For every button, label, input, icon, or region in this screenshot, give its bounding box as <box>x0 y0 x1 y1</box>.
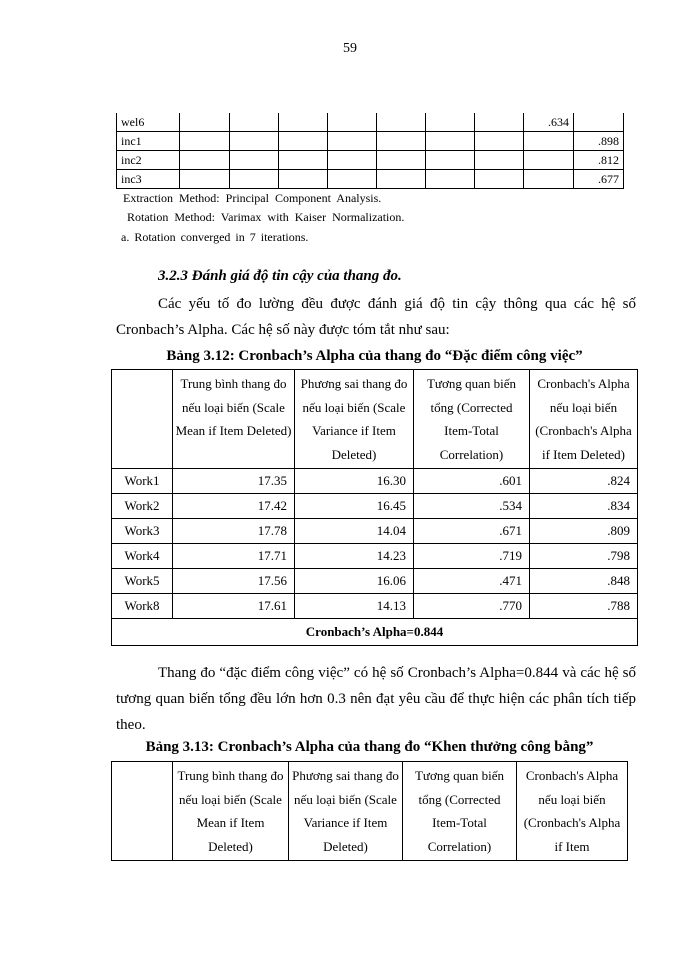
loading-cell <box>327 170 376 189</box>
item-total-correlation-value: .719 <box>414 544 530 569</box>
scale-variance-value: 16.06 <box>295 569 414 594</box>
table-3-13 <box>111 761 628 861</box>
item-name: Work3 <box>112 519 173 544</box>
loading-cell <box>425 113 474 132</box>
row-label: inc1 <box>117 132 180 151</box>
loading-cell <box>523 132 573 151</box>
scale-mean-value: 17.56 <box>173 569 295 594</box>
item-name: Work4 <box>112 544 173 569</box>
empty-header-cell <box>112 370 173 469</box>
iterations-note: a. Rotation converged in 7 iterations. <box>121 230 309 244</box>
alpha-if-deleted-value: .824 <box>530 469 638 494</box>
loading-cell <box>523 151 573 170</box>
loading-cell <box>180 151 229 170</box>
alpha-if-deleted-value: .798 <box>530 544 638 569</box>
scale-variance-value: 16.30 <box>295 469 414 494</box>
loading-cell <box>229 170 278 189</box>
loading-cell <box>474 132 523 151</box>
header-item-total-correlation: Tương quan biến tổng (Corrected Item-Total Correlation) <box>414 370 530 469</box>
header-alpha-if-deleted: Cronbach's Alpha nếu loại biến (Cronbach's Alpha if Item Deleted) <box>530 370 638 469</box>
loading-cell <box>327 151 376 170</box>
section-heading: 3.2.3 Đánh giá độ tin cậy của thang đo. <box>158 268 402 284</box>
item-name: Work2 <box>112 494 173 519</box>
header-scale-variance: Phương sai thang đo nếu loại biến (Scale Variance if Item Deleted) <box>295 370 414 469</box>
table-row <box>117 132 624 151</box>
header-scale-variance: Phương sai thang đo nếu loại biến (Scale Variance if Item Deleted) <box>289 762 403 861</box>
table-row <box>112 494 638 519</box>
table-3-12-caption: Bảng 3.12: Cronbach’s Alpha của thang đo “Đặc điểm công việc” <box>166 348 583 364</box>
intro-paragraph: Các yếu tố đo lường đều được đánh giá độ tin cậy thông qua các hệ số Cronbach’s Alpha. Các hệ số này được tóm tắt như sau: <box>116 296 636 338</box>
header-scale-mean: Trung bình thang đo nếu loại biến (Scale Mean if Item Deleted) <box>173 762 289 861</box>
extraction-note: Extraction Method: Principal Component Analysis. <box>123 191 382 205</box>
scale-variance-value: 14.13 <box>295 594 414 619</box>
item-name: Work5 <box>112 569 173 594</box>
loading-cell <box>180 170 229 189</box>
loading-cell <box>327 113 376 132</box>
table-row <box>112 519 638 544</box>
table-row <box>112 469 638 494</box>
loading-cell <box>229 151 278 170</box>
table-3-12 <box>111 369 638 646</box>
table-row <box>112 594 638 619</box>
header-alpha-if-deleted: Cronbach's Alpha nếu loại biến (Cronbach's Alpha if Item <box>517 762 628 861</box>
scale-mean-value: 17.35 <box>173 469 295 494</box>
loading-cell <box>376 170 425 189</box>
loading-cell <box>229 132 278 151</box>
scale-mean-value: 17.61 <box>173 594 295 619</box>
conclusion-paragraph: Thang đo “đặc điểm công việc” có hệ số Cronbach’s Alpha=0.844 và các hệ số tương quan biến tổng đều lớn hơn 0.3 nên đạt yêu cầu để thực hiện các phân tích tiếp theo. <box>116 665 636 733</box>
item-total-correlation-value: .534 <box>414 494 530 519</box>
loading-cell <box>523 170 573 189</box>
item-name: Work1 <box>112 469 173 494</box>
alpha-if-deleted-value: .788 <box>530 594 638 619</box>
loading-cell: .812 <box>573 151 623 170</box>
page-number: 59 <box>343 41 357 56</box>
loading-cell: .898 <box>573 132 623 151</box>
cronbach-alpha-total: Cronbach’s Alpha=0.844 <box>112 619 638 646</box>
table-row <box>117 170 624 189</box>
table-row <box>117 151 624 170</box>
empty-header-cell <box>112 762 173 861</box>
table-row <box>112 569 638 594</box>
scale-variance-value: 14.23 <box>295 544 414 569</box>
item-total-correlation-value: .770 <box>414 594 530 619</box>
alpha-if-deleted-value: .809 <box>530 519 638 544</box>
loading-cell <box>425 170 474 189</box>
row-label: inc2 <box>117 151 180 170</box>
loading-cell <box>474 151 523 170</box>
scale-variance-value: 16.45 <box>295 494 414 519</box>
item-name: Work8 <box>112 594 173 619</box>
loading-cell <box>180 113 229 132</box>
loading-cell <box>376 113 425 132</box>
loading-cell <box>229 113 278 132</box>
table-3-13-caption: Bảng 3.13: Cronbach’s Alpha của thang đo “Khen thưởng công bằng” <box>145 739 594 755</box>
loading-cell <box>376 132 425 151</box>
row-label: wel6 <box>117 113 180 132</box>
loading-cell <box>425 132 474 151</box>
loading-cell <box>180 132 229 151</box>
table-row <box>112 544 638 569</box>
row-label: inc3 <box>117 170 180 189</box>
alpha-if-deleted-value: .834 <box>530 494 638 519</box>
loading-cell <box>278 151 327 170</box>
item-total-correlation-value: .671 <box>414 519 530 544</box>
scale-variance-value: 14.04 <box>295 519 414 544</box>
rotation-note: Rotation Method: Varimax with Kaiser Normalization. <box>127 210 405 224</box>
loading-cell: .634 <box>523 113 573 132</box>
loading-cell <box>278 132 327 151</box>
loading-cell <box>278 170 327 189</box>
loading-cell <box>474 113 523 132</box>
scale-mean-value: 17.71 <box>173 544 295 569</box>
loading-cell <box>474 170 523 189</box>
alpha-if-deleted-value: .848 <box>530 569 638 594</box>
item-total-correlation-value: .601 <box>414 469 530 494</box>
loading-cell <box>327 132 376 151</box>
header-item-total-correlation: Tương quan biến tổng (Corrected Item-Total Correlation) <box>403 762 517 861</box>
item-total-correlation-value: .471 <box>414 569 530 594</box>
scale-mean-value: 17.42 <box>173 494 295 519</box>
table-row <box>117 113 624 132</box>
scale-mean-value: 17.78 <box>173 519 295 544</box>
loading-cell <box>425 151 474 170</box>
header-scale-mean: Trung bình thang đo nếu loại biến (Scale Mean if Item Deleted) <box>173 370 295 469</box>
loading-cell <box>278 113 327 132</box>
loading-cell <box>376 151 425 170</box>
loading-cell <box>573 113 623 132</box>
loading-cell: .677 <box>573 170 623 189</box>
factor-loadings-table <box>116 113 624 189</box>
